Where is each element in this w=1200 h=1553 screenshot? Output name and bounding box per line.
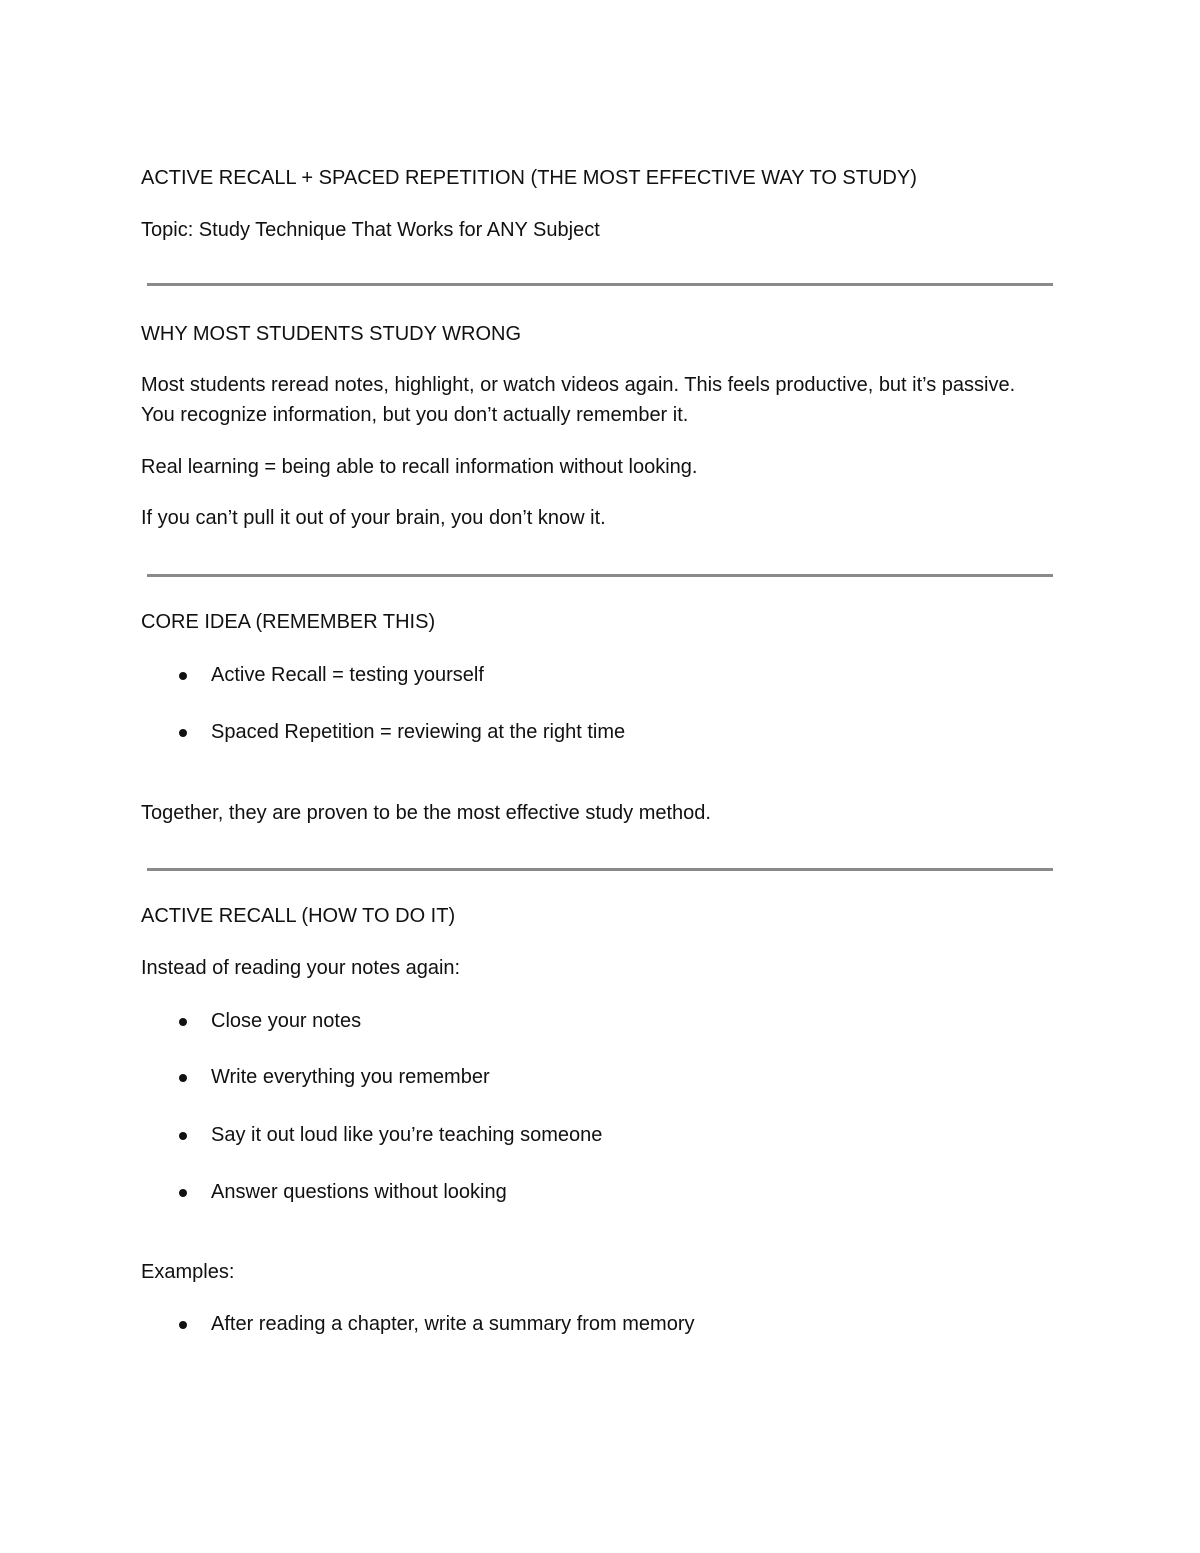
section-heading-core-idea: CORE IDEA (REMEMBER THIS) [141,611,436,633]
list-item-text: Answer questions without looking [211,1181,507,1203]
section-paragraph: If you can’t pull it out of your brain, you don’t know it. [141,507,606,529]
bullet-icon [179,1321,187,1329]
section-paragraph: Most students reread notes, highlight, or watch videos again. This feels productive, but it’s passive. You recognize information, but you don’t actually remember it. [141,374,1016,426]
list-item-text: Spaced Repetition = reviewing at the right time [211,721,626,743]
bullet-icon [179,1018,187,1026]
list-item-text: Write everything you remember [211,1066,490,1088]
section-paragraph: Real learning = being able to recall information without looking. [141,456,698,478]
bullet-icon [179,1074,187,1082]
horizontal-rule [147,868,1053,871]
bullet-icon [179,672,187,680]
section-heading-active-recall: ACTIVE RECALL (HOW TO DO IT) [141,905,456,927]
section-paragraph: Together, they are proven to be the most effective study method. [141,802,711,824]
list-item-text: Say it out loud like you’re teaching someone [211,1124,603,1146]
list-item-text: Active Recall = testing yourself [211,664,484,686]
list-item-text: After reading a chapter, write a summary from memory [211,1313,695,1335]
section-paragraph: Instead of reading your notes again: [141,957,461,979]
bullet-icon [179,1132,187,1140]
document-title: ACTIVE RECALL + SPACED REPETITION (THE MOST EFFECTIVE WAY TO STUDY) [141,167,917,189]
bullet-icon [179,729,187,737]
list-item-text: Close your notes [211,1010,362,1032]
document-topic: Topic: Study Technique That Works for ANY Subject [141,219,600,241]
horizontal-rule [147,283,1053,286]
section-heading-why: WHY MOST STUDENTS STUDY WRONG [141,323,522,345]
examples-label: Examples: [141,1261,235,1283]
horizontal-rule [147,574,1053,577]
bullet-icon [179,1189,187,1197]
